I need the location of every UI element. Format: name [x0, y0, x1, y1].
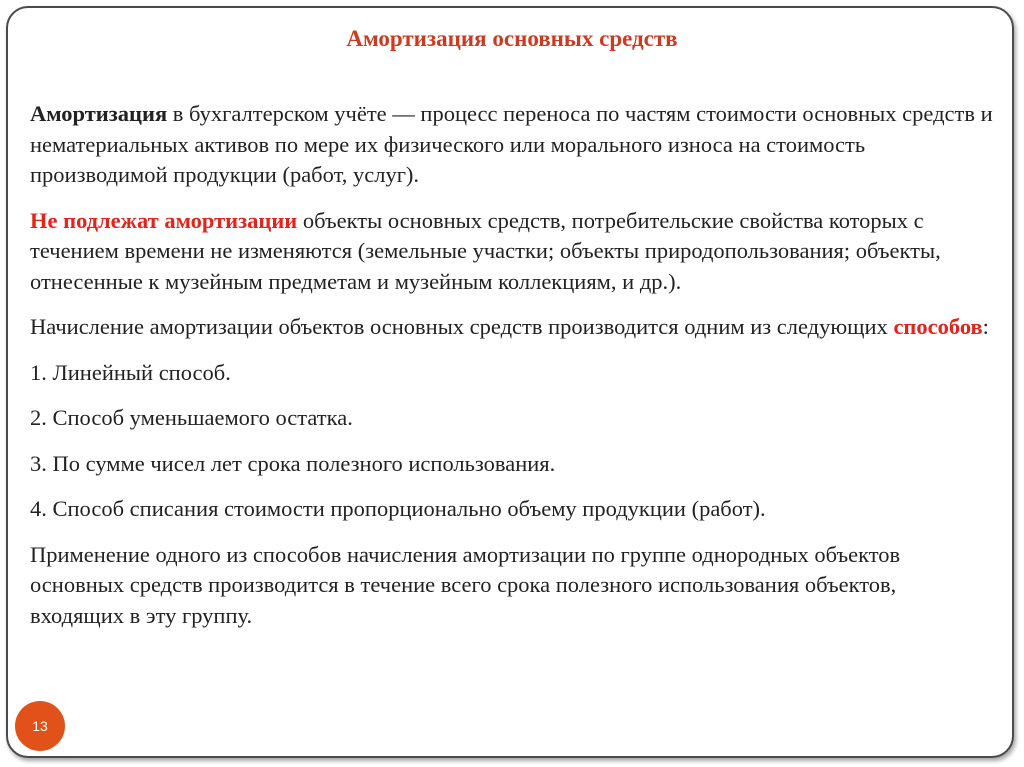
page-number: 13: [32, 718, 48, 734]
exceptions-text: объекты основных средств, потребительские свойства которых с течением времени не изменяются (земельные участки; объекты природопользования; объекты, отнесенные к музейным предметам и музейным коллекциям, и др.).: [30, 207, 941, 294]
paragraph-exceptions: [30, 206, 995, 298]
definition-text: в бухгалтерском учёте — процесс переноса по частям стоимости основных средств и нематериальных активов по мере их физического или морального износа на стоимость производимой продукции (работ, услуг).: [30, 101, 993, 187]
paragraph-methods-intro: [30, 312, 995, 343]
methods-intro-colon: :: [982, 314, 989, 339]
method-item-4: 4. Способ списания стоимости пропорционально объему продукции (работ).: [30, 496, 766, 521]
paragraph-application: Применение одного из способов начисления амортизации по группе однородных объектов основных средств производится в течение всего срока полезного использования объектов, входящих в эту группу.: [30, 541, 901, 628]
methods-intro-emphasis: способов: [893, 314, 983, 339]
method-item-1: 1. Линейный способ.: [30, 359, 231, 385]
method-item-2: 2. Способ уменьшаемого остатка.: [30, 405, 353, 430]
paragraph-definition: [30, 99, 995, 191]
definition-term: Амортизация: [30, 101, 168, 126]
slide-body: [30, 99, 995, 646]
methods-intro-text: Начисление амортизации объектов основных средств производится одним из следующих: [30, 314, 894, 339]
slide-title: Амортизация основных средств: [346, 26, 678, 51]
exceptions-emphasis: Не подлежат амортизации: [30, 207, 298, 233]
method-item-3: 3. По сумме чисел лет срока полезного использования.: [30, 450, 556, 476]
page-number-badge: [15, 701, 65, 751]
